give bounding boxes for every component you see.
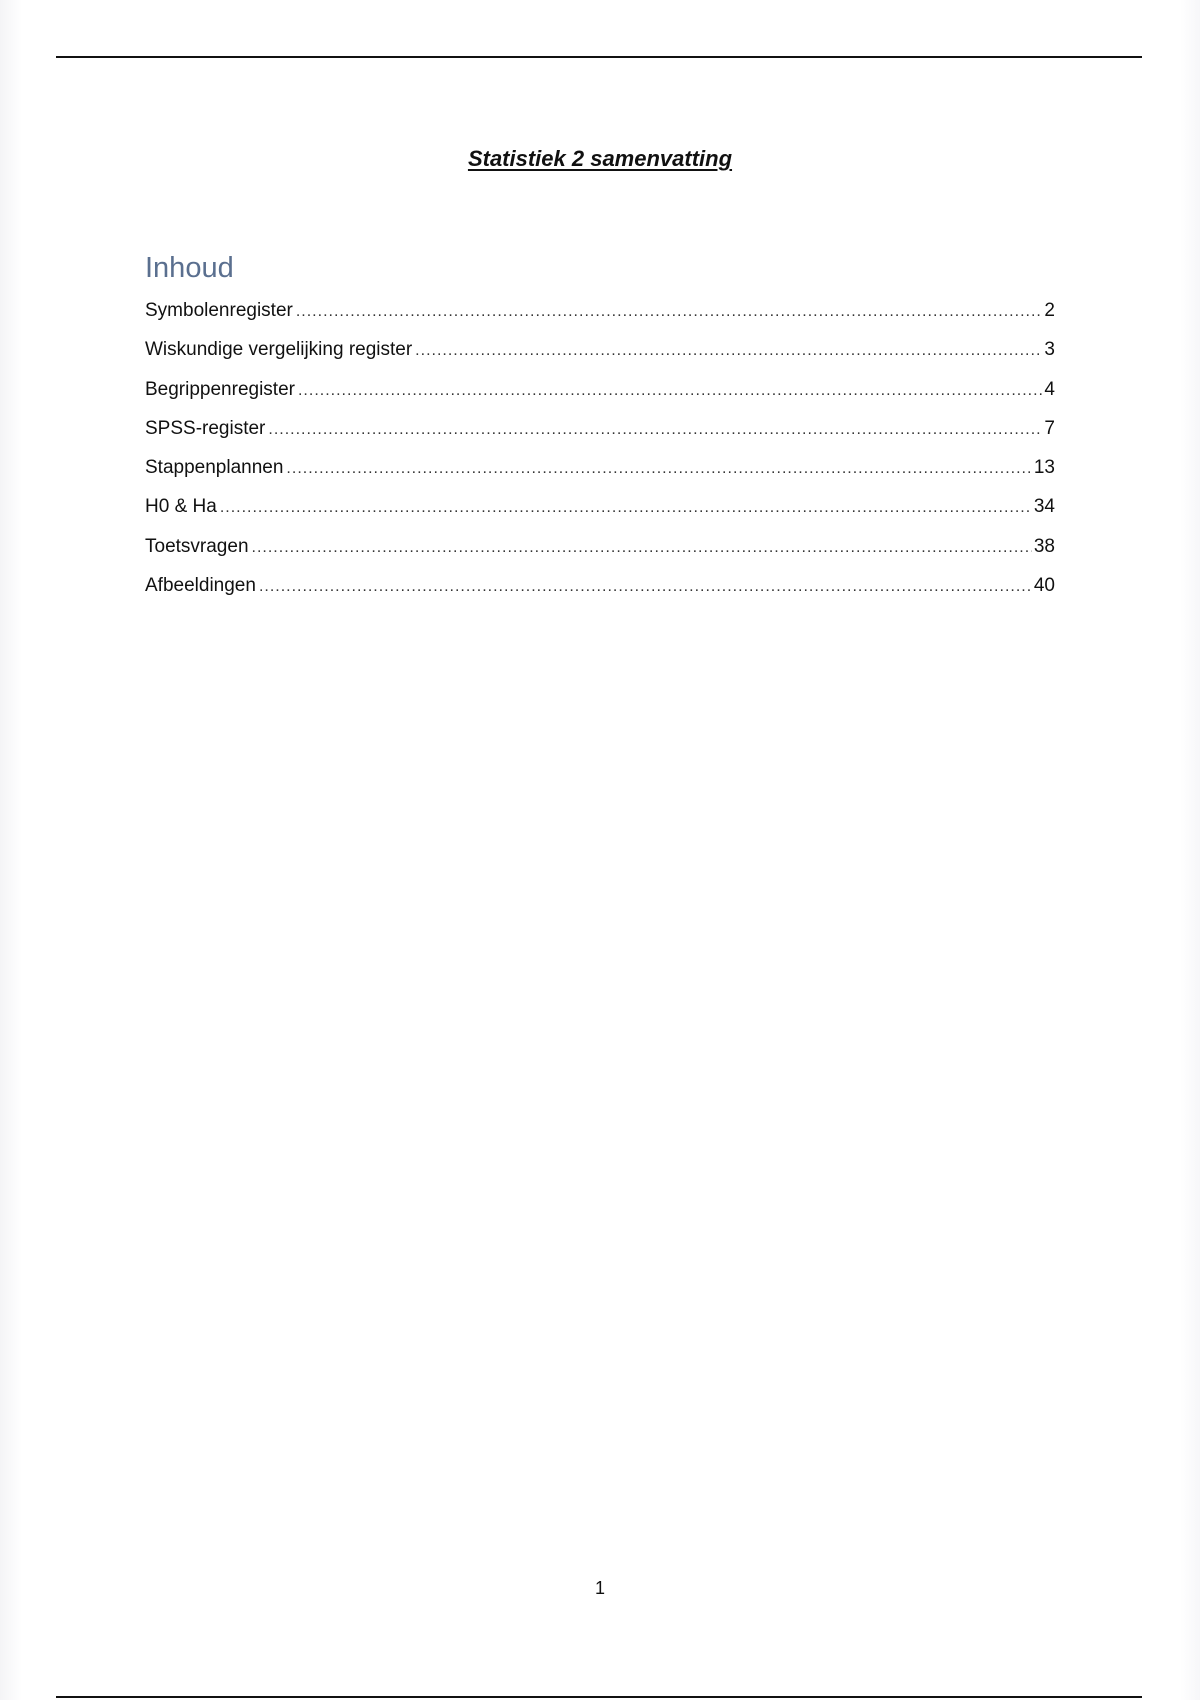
toc-entry-wiskundige-vergelijking-register[interactable]: [145, 339, 1055, 378]
toc-entry-label: Toetsvragen: [145, 535, 249, 557]
toc-entry-page: 34: [1033, 496, 1055, 518]
toc-entry-page: 13: [1033, 457, 1055, 479]
header-rule: [56, 56, 1142, 58]
toc-entry-label: SPSS-register: [145, 417, 266, 439]
toc-entry-page: 2: [1044, 300, 1055, 321]
toc-dot-leader: [252, 539, 1032, 557]
toc-dot-leader: [220, 499, 1032, 517]
toc-dot-leader: [298, 382, 1042, 400]
toc-entry-stappenplannen[interactable]: [145, 457, 1055, 496]
toc-entry-label: Afbeeldingen: [145, 575, 256, 597]
toc-dot-leader: [259, 578, 1032, 596]
toc-entry-label: Wiskundige vergelijking register: [145, 339, 413, 361]
toc-entry-page: 38: [1033, 535, 1055, 557]
toc-entry-afbeeldingen[interactable]: [145, 575, 1055, 614]
toc-dot-leader: [415, 342, 1042, 360]
table-of-contents: [145, 246, 1055, 614]
toc-entry-symbolenregister[interactable]: [145, 300, 1055, 339]
toc-entry-spss-register[interactable]: [145, 418, 1055, 457]
toc-dot-leader: [286, 460, 1031, 478]
toc-entry-page: 3: [1044, 339, 1055, 361]
toc-entry-label: Symbolenregister: [145, 300, 293, 321]
toc-heading: Inhoud: [145, 252, 234, 284]
document-title: Statistiek 2 samenvatting: [467, 146, 733, 171]
toc-dot-leader: [296, 303, 1043, 321]
footer-rule: [56, 1696, 1142, 1698]
toc-entry-label: Stappenplannen: [145, 457, 284, 479]
toc-entry-h0-ha[interactable]: [145, 496, 1055, 535]
toc-dot-leader: [268, 421, 1042, 439]
toc-entry-toetsvragen[interactable]: [145, 536, 1055, 575]
toc-entry-label: H0 & Ha: [145, 496, 217, 518]
page-number: 1: [594, 1578, 605, 1598]
toc-entry-begrippenregister[interactable]: [145, 379, 1055, 418]
toc-entry-page: 7: [1044, 417, 1055, 439]
toc-list: [145, 300, 1055, 614]
toc-entry-label: Begrippenregister: [145, 378, 295, 400]
toc-entry-page: 40: [1033, 575, 1055, 597]
toc-entry-page: 4: [1044, 378, 1055, 400]
